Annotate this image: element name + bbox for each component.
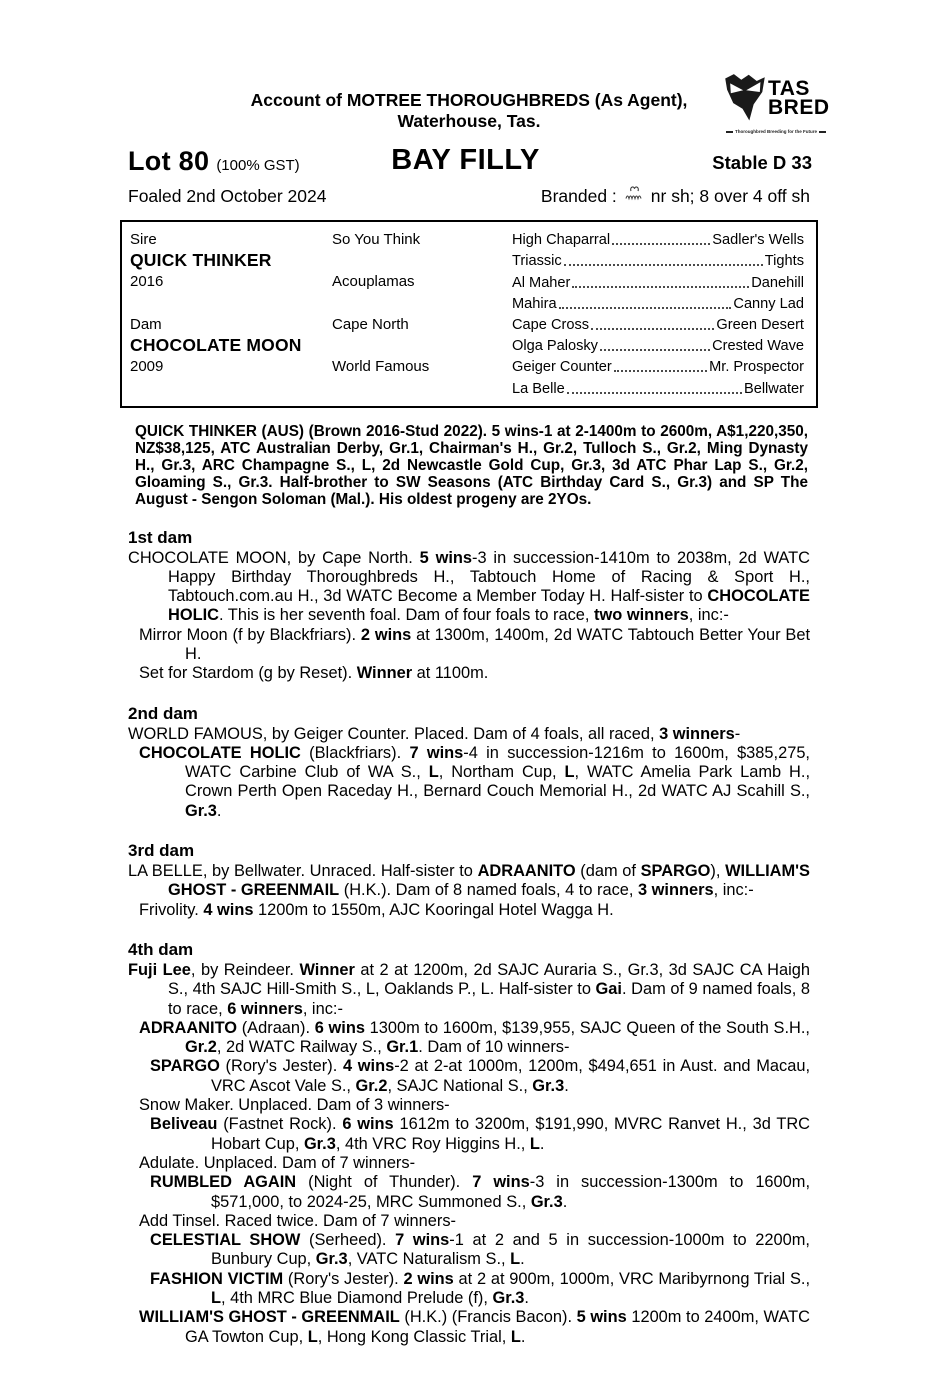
emphasized-text: Gr.1 [386,1038,419,1057]
ancestor-name: Mr. Prospector [709,359,804,376]
body-text: (Serheed). [300,1231,396,1250]
pedigree-paragraph [128,744,810,821]
emphasized-text: CHOCOLATE HOLIC [139,743,301,762]
emphasized-text: L [529,1134,540,1153]
ancestor-name: Danehill [751,274,804,291]
body-text: LA BELLE, by Bellwater. Unraced. Half-sister to [128,862,478,881]
leader-dots [567,392,742,394]
branded-prefix: Branded : [540,185,617,206]
branded-suffix: nr sh; 8 over 4 off sh [650,185,810,206]
pedigree-paragraph [128,626,810,665]
pedigree-row [130,314,804,335]
body-text: . [524,1289,529,1307]
pedigree-col2: Acouplamas [332,273,415,291]
body-text: , Northam Cup, [438,763,565,782]
emphasized-text: WILLIAM'S GHOST - GREENMAIL [168,862,810,900]
body-text: , 2d WATC Railway S., [216,1038,387,1057]
emphasized-text: Gr.3 [530,1192,563,1211]
body-text: Mirror Moon (f by Blackfriars). [139,625,361,644]
body-text: , by Reindeer. [190,960,300,979]
emphasized-text: CHOCOLATE HOLIC [168,587,810,625]
foaled-date: Foaled 2nd October 2024 [128,185,327,206]
emphasized-text: two winners [594,606,689,625]
body-text: (H.K.). Dam of 8 named foals, 4 to race, [339,881,638,900]
lot-row [128,141,812,177]
body-text: -3 in succession-1300m to 1600m, $571,000, to 2024-25, MRC Summoned S., [211,1173,810,1211]
ancestor-name: Tights [764,253,804,270]
body-text: . [564,1076,569,1095]
body-text: . This is her seventh foal. Dam of four foals to race, [219,606,595,625]
pedigree-leader [512,377,804,398]
pedigree-leader [512,335,804,356]
ancestor-name: High Chaparral [512,232,611,249]
pedigree-paragraph [128,1308,810,1347]
leader-dots [591,328,714,330]
pedigree-col1: 2016 [130,273,164,291]
foaled-row [128,185,810,207]
pedigree-row [130,229,804,250]
pedigree-col2: Cape North [332,315,409,333]
emphasized-text: FASHION VICTIM [150,1269,284,1288]
dam-section-heading: 2nd dam [128,703,198,723]
dam-section-heading: 4th dam [128,939,194,959]
ancestor-name: Sadler's Wells [712,232,804,249]
pedigree-paragraph [128,549,810,626]
pedigree-paragraph [128,1231,810,1270]
body-text: , 4th VRC Roy Higgins H., [335,1134,530,1153]
emphasized-text: L [428,763,439,782]
emphasized-text: SPARGO [640,862,711,881]
pedigree-leader [512,356,804,377]
pedigree-row [130,335,804,356]
body-text: , inc:- [302,999,343,1018]
body-text: at 1300m, 1400m, 2d WATC Tabtouch Better Your Bet H. [185,625,810,663]
emphasized-text: Winner [299,960,355,979]
ancestor-name: Olga Palosky [512,338,598,355]
dam-section-heading: 1st dam [128,527,193,547]
emphasized-text: 7 wins [395,1231,450,1250]
pedigree-paragraph [128,1019,810,1058]
emphasized-text: L [564,763,575,782]
body-text: (Rory's Jester). [283,1269,404,1288]
gst-note: (100% GST) [216,157,300,174]
logo-text-tas: TAS [768,77,810,100]
emphasized-text: Winner [356,664,413,683]
page-title: BAY FILLY [391,144,540,176]
tasmania-map-icon [724,72,766,127]
lot-number: Lot 80 [128,146,210,176]
body-text: . [216,801,222,820]
emphasized-text: 7 wins [409,743,464,762]
ancestor-name: Canny Lad [733,295,804,312]
emphasized-text: Fuji Lee [128,960,191,979]
emphasized-text: 5 wins [419,548,473,567]
ancestor-name: Crested Wave [712,338,804,355]
emphasized-text: Gr.2 [185,1038,217,1057]
emphasized-text: ADRAANITO [477,862,576,881]
body-text: . Dam of 9 named foals, 8 to race, [168,980,810,1018]
body-text: , inc:- [688,606,729,625]
body-text: at 2 at 900m, 1000m, VRC Maribyrnong Trial S., [453,1269,810,1288]
body-text: (Adraan). [237,1018,315,1037]
body-text: (Night of Thunder). [296,1173,473,1192]
body-text: , SAJC National S., [387,1076,533,1095]
leader-dots [559,307,732,309]
body-text: 1300m to 1600m, $139,955, SAJC Queen of the South S.H., [364,1018,810,1037]
body-text: -2 at 2-at 1000m, 1200m, $494,651 in Aust. and Macau, VRC Ascot Vale S., [211,1057,810,1095]
emphasized-text: Gr.3 [532,1076,565,1095]
leader-dots [614,370,707,372]
body-text: at 1100m. [412,664,489,683]
pedigree-col2: So You Think [332,231,421,249]
ancestor-name: La Belle [512,380,565,397]
emphasized-text: 3 winners [659,724,735,743]
emphasized-text: 6 winners [227,999,303,1018]
body-text: Snow Maker. Unplaced. Dam of 3 winners- [139,1096,450,1115]
emphasized-text: 5 wins [576,1308,627,1327]
pedigree-paragraph [128,1173,810,1212]
body-text: - [734,724,741,743]
body-text: 1200m to 2400m, WATC GA Towton Cup, [185,1308,810,1346]
ancestor-name: Al Maher [512,274,571,291]
body-text: Add Tinsel. Raced twice. Dam of 7 winners- [139,1211,457,1230]
body-text: (Rory's Jester). [219,1057,343,1076]
body-text: Adulate. Unplaced. Dam of 7 winners- [139,1153,416,1172]
emphasized-text: 4 wins [203,900,254,919]
body-text: . [562,1192,568,1211]
emphasized-text: 3 winners [638,881,714,900]
emphasized-text: Gr.2 [355,1076,388,1095]
sire-summary: QUICK THINKER (AUS) (Brown 2016-Stud 2022). 5 wins-1 at 2-1400m to 2600m, A$1,220,350, NZ$38,125, ATC Australian Derby, Gr.1, Chairman's H., Gr.2, Tulloch S., Gr.2, Ming Dynasty H., Gr.3, ARC Champagne S., L, 2d Newcastle Gold Cup, Gr.3, 3d ATC Phar Lap S., Gr.2, Gloaming S., Gr.3. Half-brother to SW Seasons (ATC Birthday Card S., Gr.3) and SP The August - Sengon Soloman (Mal.). His oldest progeny are 2YOs. [135,422,808,508]
account-line2: Waterhouse, Tas. [397,110,541,131]
pedigree-paragraph [128,901,810,920]
pedigree-paragraph [128,1057,810,1096]
ancestor-name: Triassic [512,253,562,270]
pedigree-leader [512,314,804,335]
pedigree-row [130,377,804,398]
pedigree-paragraph [128,725,810,744]
body-text: at 2 at 1200m, 2d SAJC Auraria S., Gr.3, 3d SAJC CA Haigh S., 4th SAJC Hill-Smith S., L, Oaklands P., L. Half-sister to [168,960,810,999]
horse-brand-icon [622,185,646,207]
emphasized-text: L [510,1327,521,1346]
pedigree-leader [512,250,804,271]
body-text: -3 in succession-1410m to 2038m, 2d WATC Happy Birthday Thoroughbreds H., Tabtouch Home of Racing & Sport H., Tabtouch.com.au H., 3d WATC Become a Member Today H. Half-sister to [168,548,810,606]
emphasized-text: RUMBLED AGAIN [150,1173,297,1192]
body-text: (dam of [575,862,641,881]
emphasized-text: 6 wins [342,1115,394,1134]
logo-tagline-text: Thoroughbred Breeding for the Future [735,129,817,134]
emphasized-text: L [510,1250,521,1269]
pedigree-table [120,220,818,408]
body-text: (H.K.) (Francis Bacon). [399,1308,577,1327]
body-text: , Hong Kong Classic Trial, [317,1327,511,1346]
tasbred-logo [724,72,828,134]
body-text: , inc:- [713,881,754,900]
emphasized-text: Beliveau [150,1115,218,1134]
pedigree-leader [512,293,804,314]
body-text: . Dam of 10 winners- [418,1038,570,1057]
body-text: WORLD FAMOUS, by Geiger Counter. Placed. Dam of 4 foals, all raced, [128,724,660,743]
logo-text-bred: BRED [768,96,830,120]
pedigree-paragraph [128,1212,810,1231]
pedigree-paragraph [128,1115,810,1154]
pedigree-paragraph [128,1270,810,1309]
emphasized-text: Gr.3 [303,1134,336,1153]
ancestor-name: Mahira [512,295,557,312]
body-text: (Blackfriars). [300,743,410,762]
pedigree-row [130,250,804,271]
logo-tagline [724,129,828,134]
body-text: -1 at 2 and 5 in succession-1000m to 2200m, Bunbury Cup, [211,1231,810,1269]
emphasized-text: L [211,1289,222,1307]
body-text: , VATC Naturalism S., [347,1250,511,1269]
ancestor-name: Bellwater [743,380,804,397]
pedigree-col1: Dam [130,315,162,333]
ancestor-name: Green Desert [716,316,804,333]
emphasized-text: Gr.3 [492,1289,525,1307]
pedigree-row [130,356,804,377]
leader-dots [564,264,763,266]
body-text: -4 in succession-1216m to 1600m, $385,275, WATC Carbine Club of WA S., [185,743,810,782]
pedigree-col1: CHOCOLATE MOON [130,335,302,356]
ancestor-name: Geiger Counter [512,359,612,376]
ancestor-name: Cape Cross [512,316,590,333]
pedigree-paragraph [128,1154,810,1173]
dam-sections [128,528,810,1347]
body-text: Set for Stardom (g by Reset). [139,664,357,683]
emphasized-text: L [307,1327,318,1346]
body-text: ), [710,862,726,881]
body-text: 1612m to 3200m, $191,990, MVRC Ranvet H., 3d TRC Hobart Cup, [211,1115,811,1153]
emphasized-text: Gr.3 [315,1250,348,1269]
body-text: . [539,1134,545,1153]
body-text: . [520,1327,526,1346]
pedigree-paragraph [128,664,810,683]
pedigree-col1: QUICK THINKER [130,250,272,271]
pedigree-col1: 2009 [130,358,164,376]
body-text: CHOCOLATE MOON, by Cape North. [128,548,420,567]
leader-dots [572,286,749,288]
emphasized-text: Gai [595,980,622,999]
emphasized-text: 2 wins [360,625,412,644]
body-text: . [520,1250,525,1269]
emphasized-text: WILLIAM'S GHOST - GREENMAIL [139,1308,400,1327]
emphasized-text: Gr.3 [185,801,217,820]
pedigree-row [130,271,804,292]
body-text: (Fastnet Rock). [217,1115,343,1134]
emphasized-text: 6 wins [314,1018,365,1037]
emphasized-text: 2 wins [403,1269,454,1288]
body-text: , 4th MRC Blue Diamond Prelude (f), [221,1289,493,1307]
account-line1: Account of MOTREE THOROUGHBREDS (As Agent), [250,90,688,110]
leader-dots [600,349,710,351]
branded-info [541,185,810,207]
pedigree-paragraph [128,961,810,1019]
pedigree-col1: Sire [130,231,157,249]
stable-number: Stable D 33 [712,152,812,173]
body-text: 1200m to 1550m, AJC Kooringal Hotel Wagga H. [253,900,614,919]
emphasized-text: SPARGO [150,1057,220,1076]
pedigree-paragraph [128,862,810,901]
pedigree-col2: World Famous [332,358,430,376]
pedigree-row [130,293,804,314]
emphasized-text: CELESTIAL SHOW [150,1231,301,1250]
leader-dots [612,243,710,245]
body-text: , WATC Amelia Park Lamb H., Crown Perth Open Raceday H., Bernard Couch Memorial H., 2d WATC AJ Scahill S., [185,763,811,801]
emphasized-text: ADRAANITO [139,1018,238,1037]
pedigree-paragraph [128,1096,810,1115]
emphasized-text: 7 wins [472,1173,530,1192]
body-text: Frivolity. [139,900,204,919]
emphasized-text: 4 wins [342,1057,395,1076]
pedigree-leader [512,229,804,250]
dam-section-heading: 3rd dam [128,841,195,861]
pedigree-leader [512,271,804,292]
